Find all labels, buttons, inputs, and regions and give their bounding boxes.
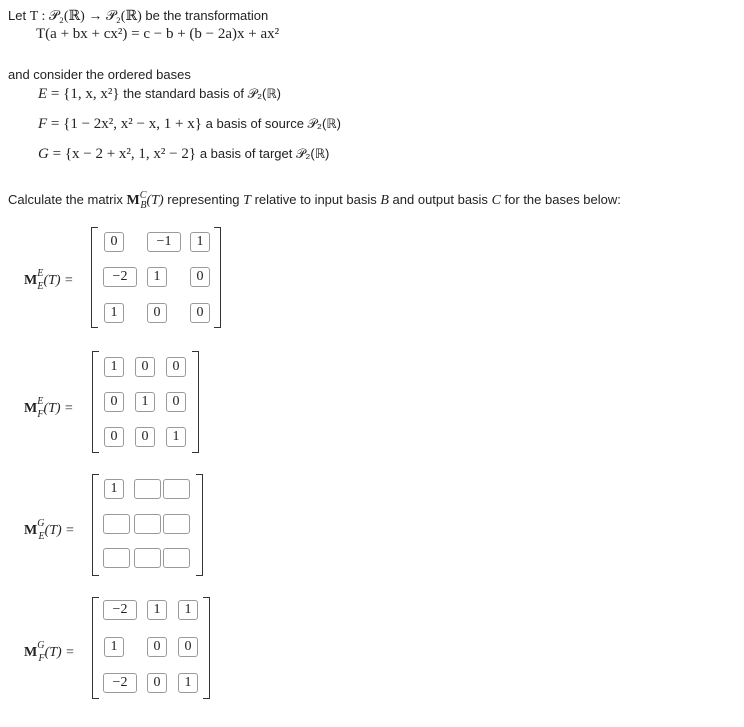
matrix-FG-cell-1-0[interactable]: 1 — [104, 637, 124, 657]
basis-F-name: F — [38, 116, 48, 132]
instruction-sub: B — [140, 200, 147, 211]
matrix-EE-sup: E — [37, 268, 44, 279]
transformation-formula: T(a + bx + cx²) = c − b + (b − 2a)x + ax² — [36, 26, 280, 42]
matrix-FE-label — [24, 396, 74, 420]
matrix-EE-cell-1-0[interactable]: −2 — [103, 267, 137, 287]
matrix-EE-cell-0-1[interactable]: −1 — [147, 232, 181, 252]
matrix-FG-cell-0-0[interactable]: −2 — [103, 600, 137, 620]
matrix-FE-cell-2-1[interactable]: 0 — [135, 427, 155, 447]
instruction-mid3: and output basis — [392, 192, 488, 207]
matrix-EG-label — [24, 518, 75, 542]
matrix-FG-cell-2-2[interactable]: 1 — [178, 673, 198, 693]
matrix-EG-cell-1-0[interactable] — [103, 514, 130, 534]
let-prefix: Let — [8, 8, 27, 23]
matrix-EG-cell-2-2[interactable] — [163, 548, 190, 568]
instruction-arg: (T) — [146, 193, 164, 208]
matrix-EG-arg: (T) = — [44, 523, 75, 538]
matrix-FG-cell-1-2[interactable]: 0 — [178, 637, 198, 657]
matrix-EG-M: M — [24, 523, 38, 538]
basis-E-desc: the standard basis of 𝒫₂(ℝ) — [123, 86, 281, 101]
matrix-FE-cell-2-2[interactable]: 1 — [166, 427, 186, 447]
matrix-EE-label — [24, 268, 74, 292]
matrix-EG-right-bracket — [196, 474, 203, 576]
matrix-EG-cell-0-0[interactable]: 1 — [104, 479, 124, 499]
matrix-FE-cell-0-0[interactable]: 1 — [104, 357, 124, 377]
matrix-FG-right-bracket — [203, 597, 210, 699]
matrix-FE-right-bracket — [192, 351, 199, 453]
matrix-EG-cell-0-2[interactable] — [163, 479, 190, 499]
instruction-C: C — [491, 193, 501, 208]
consider-text: and consider the ordered bases — [8, 67, 191, 82]
basis-E-name: E — [38, 86, 48, 102]
matrix-FE-M: M — [24, 401, 38, 416]
instruction-post: for the bases below: — [504, 192, 621, 207]
matrix-FG-cell-1-1[interactable]: 0 — [147, 637, 167, 657]
matrix-EE-cell-1-2[interactable]: 0 — [190, 267, 210, 287]
matrix-FE-cell-1-2[interactable]: 0 — [166, 392, 186, 412]
matrix-FG-cell-0-1[interactable]: 1 — [147, 600, 167, 620]
matrix-EE-sub: E — [37, 281, 44, 292]
matrix-FE-sub: F — [37, 409, 44, 420]
matrix-FG-sup: G — [37, 640, 45, 651]
matrix-EE-cell-0-2[interactable]: 1 — [190, 232, 210, 252]
matrix-EE-cell-1-1[interactable]: 1 — [147, 267, 167, 287]
basis-G-set: {x − 2 + x², 1, x² − 2} — [64, 146, 197, 162]
matrix-FE-cell-1-1[interactable]: 1 — [135, 392, 155, 412]
matrix-FE-cell-1-0[interactable]: 0 — [104, 392, 124, 412]
matrix-FG-cell-2-0[interactable]: −2 — [103, 673, 137, 693]
basis-F: F = {1 − 2x², x² − x, 1 + x} a basis of source 𝒫₂(ℝ) — [38, 116, 341, 132]
matrix-FE-sup: E — [37, 396, 44, 407]
instruction-mid2: relative to input basis — [254, 192, 377, 207]
matrix-EE-left-bracket — [91, 227, 98, 328]
instruction — [8, 190, 621, 211]
intro-line — [8, 8, 268, 25]
matrix-FE-left-bracket — [92, 351, 99, 453]
matrix-FG-cell-2-1[interactable]: 0 — [147, 673, 167, 693]
matrix-FG-cell-0-2[interactable]: 1 — [178, 600, 198, 620]
be-the-text: be the transformation — [145, 8, 269, 23]
matrix-EG-cell-2-1[interactable] — [134, 548, 161, 568]
matrix-FE-cell-0-2[interactable]: 0 — [166, 357, 186, 377]
matrix-EE-M: M — [24, 273, 38, 288]
matrix-EG-left-bracket — [92, 474, 99, 576]
matrix-EG-cell-2-0[interactable] — [103, 548, 130, 568]
matrix-EE-right-bracket — [214, 227, 221, 328]
instruction-sup: C — [139, 190, 147, 201]
matrix-FG-label — [24, 640, 75, 664]
matrix-EE-arg: (T) = — [43, 273, 74, 288]
matrix-EE-cell-2-1[interactable]: 0 — [147, 303, 167, 323]
basis-F-set: {1 − 2x², x² − x, 1 + x} — [63, 116, 202, 132]
matrix-EG-sup: G — [37, 518, 45, 529]
matrix-FE-cell-2-0[interactable]: 0 — [104, 427, 124, 447]
matrix-EE-cell-0-0[interactable]: 0 — [104, 232, 124, 252]
matrix-FG-arg: (T) = — [44, 645, 75, 660]
matrix-FG-M: M — [24, 645, 38, 660]
basis-F-desc: a basis of source 𝒫₂(ℝ) — [205, 116, 341, 131]
matrix-EG-cell-1-2[interactable] — [163, 514, 190, 534]
instruction-matrix-symbol: M — [126, 193, 140, 208]
basis-E: E = {1, x, x²} the standard basis of 𝒫₂(ℝ) — [38, 86, 281, 102]
matrix-FE-arg: (T) = — [43, 401, 74, 416]
instruction-pre: Calculate the matrix — [8, 192, 123, 207]
instruction-T: T — [243, 193, 251, 208]
basis-G: G = {x − 2 + x², 1, x² − 2} a basis of target 𝒫₂(ℝ) — [38, 146, 330, 162]
matrix-FE-cell-0-1[interactable]: 0 — [135, 357, 155, 377]
basis-G-name: G — [38, 146, 49, 162]
basis-E-set: {1, x, x²} — [63, 86, 120, 102]
matrix-EG-cell-1-1[interactable] — [134, 514, 161, 534]
instruction-B: B — [380, 193, 389, 208]
matrix-EE-cell-2-0[interactable]: 1 — [104, 303, 124, 323]
map-signature: T : 𝒫₂(ℝ) → 𝒫₂(ℝ) — [29, 9, 142, 24]
matrix-FG-sub: F — [38, 653, 45, 664]
instruction-mid1: representing — [167, 192, 240, 207]
matrix-EG-sub: E — [38, 531, 45, 542]
matrix-FG-left-bracket — [92, 597, 99, 699]
matrix-EG-cell-0-1[interactable] — [134, 479, 161, 499]
basis-G-desc: a basis of target 𝒫₂(ℝ) — [199, 146, 330, 161]
matrix-EE-cell-2-2[interactable]: 0 — [190, 303, 210, 323]
